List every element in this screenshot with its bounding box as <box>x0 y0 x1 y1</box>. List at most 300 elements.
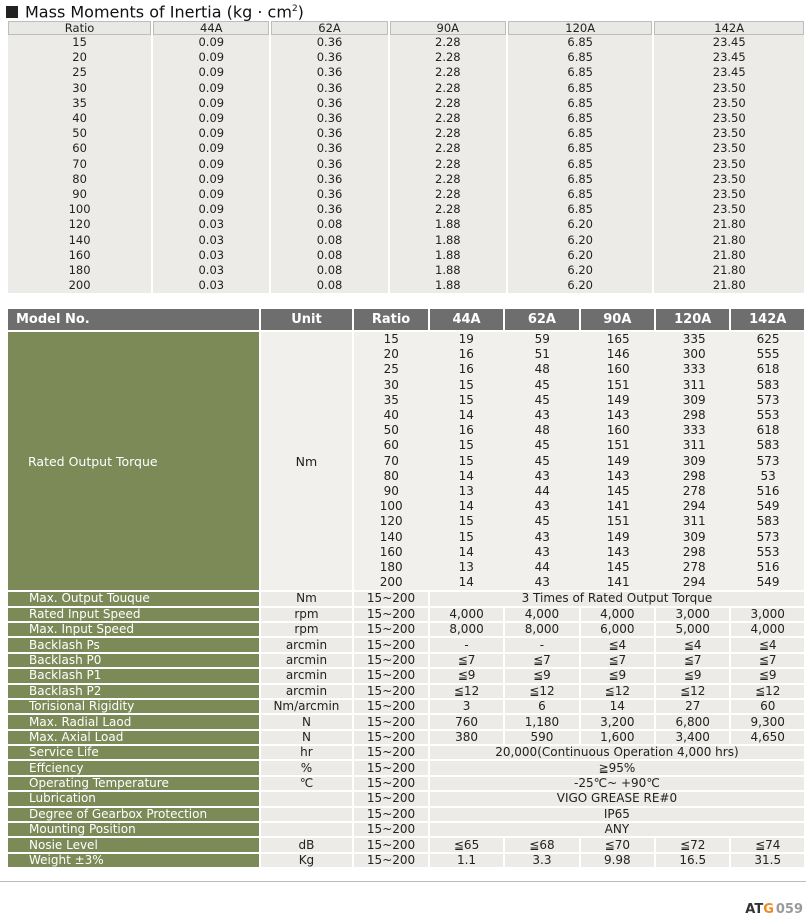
param-span-value: ≧95% <box>430 761 804 774</box>
inertia-cell: 0.09 <box>153 96 269 111</box>
param-value: ≦7 <box>731 654 804 667</box>
torque-value-row <box>354 514 804 529</box>
torque-cell: 573 <box>756 392 780 407</box>
param-value: 3 <box>430 700 503 713</box>
spec-col-header: 142A <box>731 309 804 330</box>
inertia-row <box>8 202 804 217</box>
spec-col-header: Ratio <box>354 309 428 330</box>
param-ratio: 15~200 <box>354 685 428 698</box>
torque-cell: 180 <box>379 559 403 574</box>
inertia-cell: 1.88 <box>390 248 506 263</box>
param-value: ≦9 <box>430 669 503 682</box>
param-value: ≦7 <box>505 654 578 667</box>
torque-cell: 44 <box>534 559 550 574</box>
param-row <box>8 700 804 713</box>
param-value: 6,000 <box>581 623 654 636</box>
torque-cell: 16 <box>458 362 474 377</box>
inertia-cell: 23.45 <box>654 65 804 80</box>
inertia-cell: 0.03 <box>153 263 269 278</box>
inertia-cell: 0.08 <box>271 248 387 263</box>
inertia-cell: 2.28 <box>390 172 506 187</box>
torque-cell: 14 <box>458 468 474 483</box>
param-ratio: 15~200 <box>354 592 428 605</box>
param-row <box>8 669 804 682</box>
inertia-row <box>8 248 804 263</box>
inertia-cell: 2.28 <box>390 35 506 50</box>
torque-cell: 549 <box>756 575 780 590</box>
torque-cell: 13 <box>458 559 474 574</box>
param-label: Mounting Position <box>8 823 259 836</box>
torque-cell: 311 <box>682 438 706 453</box>
torque-cell: 15 <box>458 438 474 453</box>
param-value: 8,000 <box>505 623 578 636</box>
param-span-value: ANY <box>430 823 804 836</box>
inertia-cell: 0.08 <box>271 263 387 278</box>
param-value: ≦12 <box>581 685 654 698</box>
param-row <box>8 623 804 636</box>
param-row <box>8 823 804 836</box>
page-number: 059 <box>775 902 803 917</box>
torque-value-row <box>354 423 804 438</box>
param-label: Max. Axial Load <box>8 731 259 744</box>
param-value: ≦70 <box>581 838 654 851</box>
torque-cell: 165 <box>606 332 630 347</box>
inertia-cell: 0.08 <box>271 232 387 247</box>
param-ratio: 15~200 <box>354 623 428 636</box>
spec-table <box>6 307 806 869</box>
param-row <box>8 638 804 651</box>
torque-cell: 160 <box>606 423 630 438</box>
param-unit: ℃ <box>261 777 353 790</box>
torque-cell: 15 <box>458 514 474 529</box>
inertia-row <box>8 172 804 187</box>
param-value: ≦9 <box>656 669 729 682</box>
inertia-cell: 0.36 <box>271 187 387 202</box>
param-value: 5,000 <box>656 623 729 636</box>
inertia-cell: 100 <box>8 202 151 217</box>
inertia-cell: 80 <box>8 172 151 187</box>
torque-cell: 45 <box>534 438 550 453</box>
param-label: Max. Output Touque <box>8 592 259 605</box>
torque-cell: 146 <box>606 347 630 362</box>
param-label: Service Life <box>8 746 259 759</box>
inertia-cell: 2.28 <box>390 111 506 126</box>
inertia-cell: 0.09 <box>153 172 269 187</box>
inertia-cell: 2.28 <box>390 202 506 217</box>
torque-cell: 43 <box>534 408 550 423</box>
inertia-cell: 0.09 <box>153 141 269 156</box>
param-value: 4,000 <box>581 608 654 621</box>
param-ratio: 15~200 <box>354 715 428 728</box>
param-value: ≦9 <box>505 669 578 682</box>
param-unit: rpm <box>261 623 353 636</box>
torque-cell: 15 <box>383 332 399 347</box>
torque-cell: 278 <box>682 483 706 498</box>
param-value: 590 <box>505 731 578 744</box>
inertia-row <box>8 217 804 232</box>
torque-cell: 35 <box>383 392 399 407</box>
torque-cell: 555 <box>756 347 780 362</box>
param-value: ≦7 <box>430 654 503 667</box>
inertia-cell: 6.85 <box>508 172 653 187</box>
inertia-cell: 2.28 <box>390 126 506 141</box>
inertia-cell: 0.09 <box>153 187 269 202</box>
torque-value-row <box>354 362 804 377</box>
param-value: 9,300 <box>731 715 804 728</box>
param-value: 1,600 <box>581 731 654 744</box>
param-value: 6 <box>505 700 578 713</box>
param-span-value: -25℃~ +90℃ <box>430 777 804 790</box>
inertia-col-header: 120A <box>508 21 653 35</box>
param-value: - <box>430 638 503 651</box>
param-value: ≦12 <box>505 685 578 698</box>
torque-value-row <box>354 575 804 590</box>
param-row <box>8 746 804 759</box>
inertia-cell: 0.36 <box>271 65 387 80</box>
inertia-col-header: Ratio <box>8 21 151 35</box>
torque-cell: 553 <box>756 544 780 559</box>
param-row <box>8 761 804 774</box>
torque-cell: 625 <box>756 332 780 347</box>
torque-cell: 549 <box>756 499 780 514</box>
param-ratio: 15~200 <box>354 854 428 867</box>
torque-cell: 309 <box>682 529 706 544</box>
param-ratio: 15~200 <box>354 700 428 713</box>
torque-value-row <box>354 438 804 453</box>
torque-cell: 100 <box>379 499 403 514</box>
param-ratio: 15~200 <box>354 654 428 667</box>
torque-cell: 311 <box>682 514 706 529</box>
torque-cell: 50 <box>383 423 399 438</box>
inertia-cell: 23.50 <box>654 96 804 111</box>
inertia-cell: 23.50 <box>654 81 804 96</box>
inertia-cell: 0.03 <box>153 248 269 263</box>
torque-cell: 298 <box>682 468 706 483</box>
inertia-cell: 0.03 <box>153 217 269 232</box>
inertia-cell: 20 <box>8 50 151 65</box>
param-value: 1.1 <box>430 854 503 867</box>
inertia-cell: 25 <box>8 65 151 80</box>
param-value: 16.5 <box>656 854 729 867</box>
torque-cell: 573 <box>756 529 780 544</box>
param-value: ≦4 <box>581 638 654 651</box>
torque-cell: 300 <box>682 347 706 362</box>
param-ratio: 15~200 <box>354 669 428 682</box>
param-label: Torisional Rigidity <box>8 700 259 713</box>
inertia-cell: 23.50 <box>654 141 804 156</box>
param-unit: rpm <box>261 608 353 621</box>
param-value: 31.5 <box>731 854 804 867</box>
param-row <box>8 715 804 728</box>
torque-cell: 19 <box>458 332 474 347</box>
param-unit: N <box>261 715 353 728</box>
param-unit: % <box>261 761 353 774</box>
param-unit: arcmin <box>261 638 353 651</box>
param-value: 4,650 <box>731 731 804 744</box>
torque-cell: 516 <box>756 559 780 574</box>
inertia-cell: 23.50 <box>654 111 804 126</box>
torque-cell: 80 <box>383 468 399 483</box>
param-ratio: 15~200 <box>354 777 428 790</box>
param-span-value: 3 Times of Rated Output Torque <box>430 592 804 605</box>
torque-value-row <box>354 469 804 484</box>
inertia-cell: 1.88 <box>390 263 506 278</box>
torque-cell: 16 <box>458 423 474 438</box>
param-unit: dB <box>261 838 353 851</box>
inertia-col-header: 90A <box>390 21 506 35</box>
torque-cell: 583 <box>756 514 780 529</box>
param-ratio: 15~200 <box>354 608 428 621</box>
param-unit: arcmin <box>261 654 353 667</box>
param-value: 3,000 <box>656 608 729 621</box>
inertia-cell: 40 <box>8 111 151 126</box>
torque-cell: 60 <box>383 438 399 453</box>
param-ratio: 15~200 <box>354 761 428 774</box>
spec-col-header: Model No. <box>8 309 259 330</box>
param-value: 8,000 <box>430 623 503 636</box>
param-ratio: 15~200 <box>354 823 428 836</box>
param-value: ≦12 <box>731 685 804 698</box>
inertia-cell: 0.36 <box>271 81 387 96</box>
inertia-cell: 0.36 <box>271 96 387 111</box>
param-label: Max. Radial Laod <box>8 715 259 728</box>
torque-values <box>354 332 804 590</box>
inertia-cell: 0.09 <box>153 126 269 141</box>
torque-cell: 45 <box>534 392 550 407</box>
param-value: ≦9 <box>581 669 654 682</box>
inertia-row <box>8 111 804 126</box>
inertia-cell: 0.03 <box>153 278 269 293</box>
inertia-row <box>8 157 804 172</box>
inertia-cell: 0.09 <box>153 65 269 80</box>
torque-cell: 43 <box>534 499 550 514</box>
torque-cell: 15 <box>458 392 474 407</box>
param-label: Backlash P2 <box>8 685 259 698</box>
param-value: ≦68 <box>505 838 578 851</box>
param-value: ≦7 <box>656 654 729 667</box>
torque-cell: 143 <box>606 408 630 423</box>
torque-cell: 583 <box>756 438 780 453</box>
torque-cell: 15 <box>458 377 474 392</box>
torque-cell: 553 <box>756 408 780 423</box>
torque-cell: 160 <box>379 544 403 559</box>
param-value: 60 <box>731 700 804 713</box>
param-label: Max. Input Speed <box>8 623 259 636</box>
torque-cell: 618 <box>756 362 780 377</box>
torque-cell: 59 <box>534 332 550 347</box>
inertia-cell: 23.50 <box>654 202 804 217</box>
param-span-value: IP65 <box>430 808 804 821</box>
inertia-cell: 6.85 <box>508 50 653 65</box>
inertia-cell: 160 <box>8 248 151 263</box>
torque-cell: 278 <box>682 559 706 574</box>
torque-value-row <box>354 454 804 469</box>
inertia-col-header: 62A <box>271 21 387 35</box>
torque-cell: 14 <box>458 499 474 514</box>
param-label: Backlash Ps <box>8 638 259 651</box>
torque-unit: Nm <box>261 332 353 590</box>
inertia-cell: 1.88 <box>390 217 506 232</box>
param-unit: arcmin <box>261 685 353 698</box>
spec-col-header: 44A <box>430 309 503 330</box>
torque-cell: 25 <box>383 362 399 377</box>
param-unit: Kg <box>261 854 353 867</box>
torque-cell: 70 <box>383 453 399 468</box>
torque-cell: 13 <box>458 483 474 498</box>
torque-cell: 120 <box>379 514 403 529</box>
param-unit <box>261 792 353 805</box>
inertia-cell: 6.85 <box>508 81 653 96</box>
inertia-cell: 1.88 <box>390 232 506 247</box>
torque-cell: 618 <box>756 423 780 438</box>
torque-cell: 14 <box>458 544 474 559</box>
param-unit: Nm/arcmin <box>261 700 353 713</box>
param-unit: arcmin <box>261 669 353 682</box>
inertia-row <box>8 278 804 293</box>
inertia-cell: 180 <box>8 263 151 278</box>
inertia-cell: 0.09 <box>153 157 269 172</box>
inertia-cell: 23.45 <box>654 35 804 50</box>
torque-cell: 45 <box>534 514 550 529</box>
inertia-cell: 1.88 <box>390 278 506 293</box>
param-row <box>8 608 804 621</box>
torque-cell: 140 <box>379 529 403 544</box>
inertia-row <box>8 50 804 65</box>
inertia-cell: 6.85 <box>508 111 653 126</box>
param-value: ≦12 <box>430 685 503 698</box>
torque-value-row <box>354 545 804 560</box>
torque-cell: 145 <box>606 559 630 574</box>
torque-cell: 43 <box>534 529 550 544</box>
footer-logo: ATG 059 <box>745 902 803 917</box>
inertia-cell: 6.85 <box>508 96 653 111</box>
inertia-cell: 2.28 <box>390 65 506 80</box>
inertia-cell: 0.36 <box>271 202 387 217</box>
param-label: Nosie Level <box>8 838 259 851</box>
inertia-cell: 23.45 <box>654 50 804 65</box>
param-row <box>8 854 804 867</box>
param-row <box>8 792 804 805</box>
inertia-row <box>8 141 804 156</box>
inertia-cell: 0.08 <box>271 217 387 232</box>
param-value: ≦7 <box>581 654 654 667</box>
inertia-cell: 6.85 <box>508 187 653 202</box>
inertia-cell: 15 <box>8 35 151 50</box>
param-value: 27 <box>656 700 729 713</box>
param-span-value: VIGO GREASE RE#0 <box>430 792 804 805</box>
param-unit: hr <box>261 746 353 759</box>
inertia-cell: 2.28 <box>390 81 506 96</box>
inertia-row <box>8 96 804 111</box>
inertia-row <box>8 126 804 141</box>
param-ratio: 15~200 <box>354 638 428 651</box>
inertia-cell: 200 <box>8 278 151 293</box>
param-ratio: 15~200 <box>354 731 428 744</box>
param-row <box>8 731 804 744</box>
torque-cell: 333 <box>682 423 706 438</box>
param-value: ≦65 <box>430 838 503 851</box>
torque-cell: 573 <box>756 453 780 468</box>
param-value: ≦72 <box>656 838 729 851</box>
param-unit: N <box>261 731 353 744</box>
inertia-col-header: 142A <box>654 21 804 35</box>
inertia-cell: 21.80 <box>654 263 804 278</box>
torque-cell: 141 <box>606 575 630 590</box>
torque-cell: 14 <box>458 575 474 590</box>
param-row <box>8 654 804 667</box>
inertia-cell: 21.80 <box>654 217 804 232</box>
torque-cell: 298 <box>682 544 706 559</box>
param-unit <box>261 808 353 821</box>
inertia-cell: 2.28 <box>390 141 506 156</box>
spec-col-header: Unit <box>261 309 353 330</box>
inertia-cell: 2.28 <box>390 96 506 111</box>
inertia-cell: 35 <box>8 96 151 111</box>
inertia-cell: 30 <box>8 81 151 96</box>
inertia-cell: 21.80 <box>654 248 804 263</box>
inertia-row <box>8 263 804 278</box>
torque-cell: 151 <box>606 377 630 392</box>
torque-cell: 30 <box>383 377 399 392</box>
param-value: 6,800 <box>656 715 729 728</box>
torque-row <box>8 332 804 590</box>
torque-cell: 151 <box>606 438 630 453</box>
inertia-cell: 0.36 <box>271 35 387 50</box>
torque-value-row <box>354 393 804 408</box>
torque-cell: 583 <box>756 377 780 392</box>
inertia-cell: 23.50 <box>654 157 804 172</box>
param-label: Weight ±3% <box>8 854 259 867</box>
torque-cell: 516 <box>756 483 780 498</box>
inertia-cell: 0.03 <box>153 232 269 247</box>
inertia-cell: 2.28 <box>390 50 506 65</box>
torque-cell: 145 <box>606 483 630 498</box>
torque-cell: 44 <box>534 483 550 498</box>
torque-value-row <box>354 484 804 499</box>
spec-col-header: 120A <box>656 309 729 330</box>
torque-cell: 45 <box>534 453 550 468</box>
torque-value-row <box>354 529 804 544</box>
torque-cell: 200 <box>379 575 403 590</box>
torque-cell: 53 <box>760 468 776 483</box>
inertia-cell: 0.09 <box>153 202 269 217</box>
param-label: Effciency <box>8 761 259 774</box>
param-ratio: 15~200 <box>354 838 428 851</box>
torque-cell: 141 <box>606 499 630 514</box>
torque-cell: 149 <box>606 392 630 407</box>
inertia-cell: 0.09 <box>153 111 269 126</box>
torque-cell: 335 <box>682 332 706 347</box>
inertia-cell: 0.09 <box>153 81 269 96</box>
param-value: ≦4 <box>731 638 804 651</box>
section-title: Mass Moments of Inertia $(kg \cdot cm^2)$ <box>6 0 304 20</box>
param-unit <box>261 823 353 836</box>
inertia-cell: 90 <box>8 187 151 202</box>
param-value: 9.98 <box>581 854 654 867</box>
param-row <box>8 685 804 698</box>
torque-cell: 43 <box>534 468 550 483</box>
param-ratio: 15~200 <box>354 808 428 821</box>
inertia-cell: 120 <box>8 217 151 232</box>
inertia-cell: 6.85 <box>508 141 653 156</box>
torque-value-row <box>354 560 804 575</box>
inertia-cell: 6.85 <box>508 157 653 172</box>
torque-cell: 143 <box>606 468 630 483</box>
torque-cell: 45 <box>534 377 550 392</box>
torque-cell: 309 <box>682 453 706 468</box>
param-ratio: 15~200 <box>354 792 428 805</box>
inertia-cell: 6.20 <box>508 263 653 278</box>
